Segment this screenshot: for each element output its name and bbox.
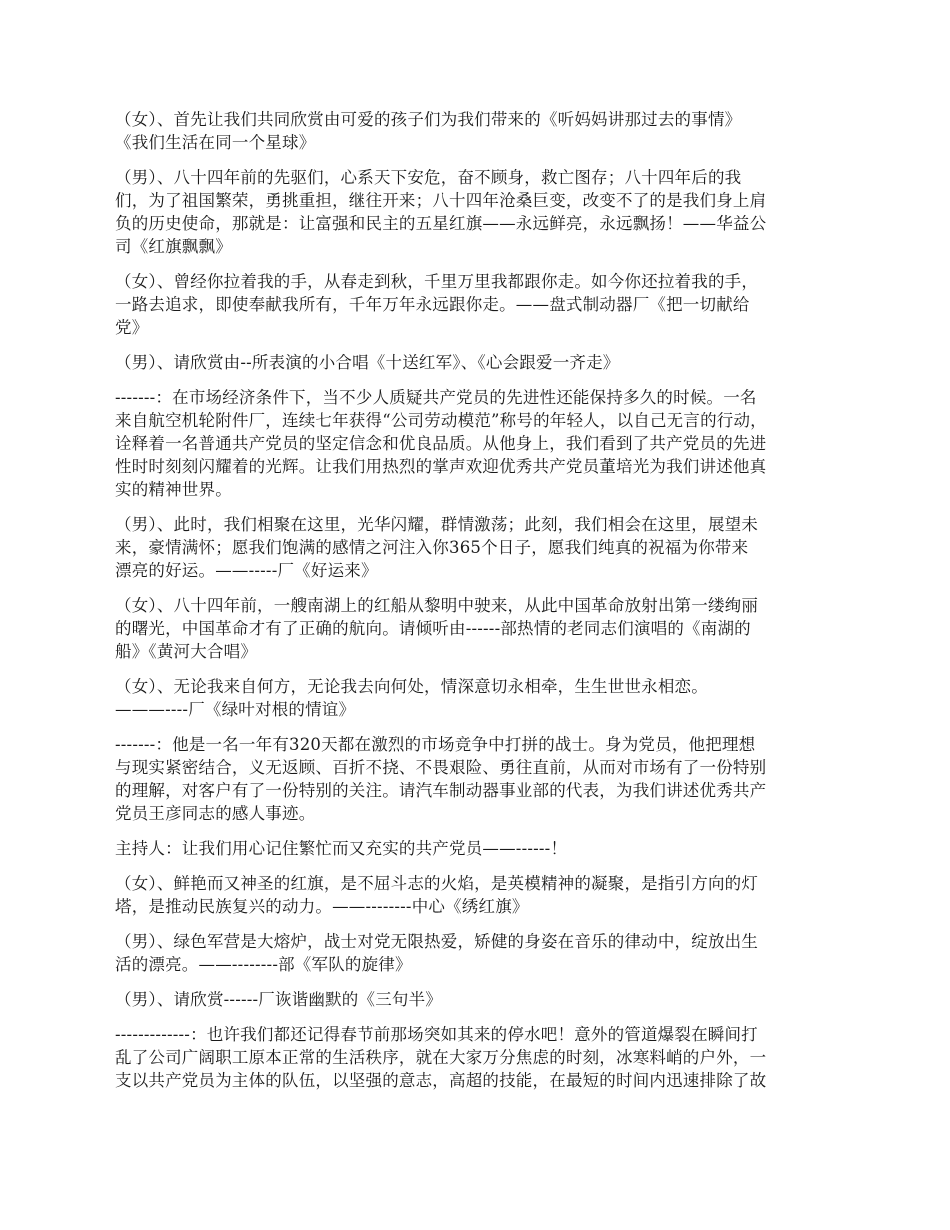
text-line: 乱了公司广阔职工原本正常的生活秩序，就在大家万分焦虑的时刻，冰寒料峭的户外，一 — [115, 1048, 767, 1067]
text-line: 主持人：让我们用心记住繁忙而又充实的共产党员——------！ — [115, 839, 568, 858]
document-body — [115, 108, 845, 1104]
paragraph — [115, 988, 845, 1011]
paragraph — [115, 270, 845, 339]
paragraph — [115, 1023, 845, 1092]
text-line: 与现实紧密结合，义无返顾、百折不挠、不畏艰险、勇往直前，从而对市场有了一份特别 — [115, 758, 767, 777]
text-line: 党员王彦同志的感人事迹。 — [115, 804, 316, 823]
paragraph — [115, 675, 845, 721]
text-line: -------------：也许我们都还记得春节前那场突如其来的停水吧！意外的管道爆裂在瞬间打 — [115, 1025, 758, 1044]
text-line: 的曙光，中国革命才有了正确的航向。请倾听由------部热情的老同志们演唱的《南湖的 — [115, 619, 751, 638]
paragraph — [115, 930, 845, 976]
paragraph — [115, 108, 845, 154]
text-line: ———----厂《绿叶对根的情谊》 — [115, 700, 356, 719]
text-line: 来，豪情满怀；愿我们饱满的感情之河注入你365个日子，愿我们纯真的祝福为你带来 — [115, 538, 749, 557]
paragraph — [115, 872, 845, 918]
paragraph — [115, 513, 845, 582]
text-line: 来自航空机轮附件厂，连续七年获得“公司劳动模范”称号的年轻人，以自己无言的行动， — [115, 411, 767, 430]
text-line: -------：他是一名一年有320天都在激烈的市场竞争中打拼的战士。身为党员，他把理想 — [115, 735, 756, 754]
text-line: 性时时刻刻闪耀着的光辉。让我们用热烈的掌声欢迎优秀共产党员董培光为我们讲述他真 — [115, 457, 767, 476]
text-line: （女）、八十四年前，一艘南湖上的红船从黎明中驶来，从此中国革命放射出第一缕绚丽 — [115, 596, 759, 615]
text-line: （男）、绿色军营是大熔炉，战士对党无限热爱，矫健的身姿在音乐的律动中，绽放出生 — [115, 932, 759, 951]
text-line: 实的精神世界。 — [115, 480, 232, 499]
paragraph — [115, 837, 845, 860]
paragraph — [115, 351, 845, 374]
paragraph — [115, 386, 845, 501]
text-line: 漂亮的好运。——-----厂《好运来》 — [115, 561, 378, 580]
paragraph — [115, 594, 845, 663]
text-line: 活的漂亮。——--------部《军队的旋律》 — [115, 955, 412, 974]
text-line: （男）、请欣赏------厂诙谐幽默的《三句半》 — [115, 990, 443, 1009]
text-line: （女）、首先让我们共同欣赏由可爱的孩子们为我们带来的《听妈妈讲那过去的事情》 — [115, 110, 742, 129]
text-line: 一路去追求，即使奉献我所有，千年万年永远跟你走。——盘式制动器厂《把一切献给 — [115, 295, 750, 314]
text-line: （男）、此时，我们相聚在这里，光华闪耀，群情激荡；此刻，我们相会在这里，展望未 — [115, 515, 759, 534]
text-line: （男）、八十四年前的先驱们，心系天下安危，奋不顾身，救亡图存；八十四年后的我 — [115, 168, 742, 187]
text-line: 船》《黄河大合唱》 — [115, 642, 258, 661]
text-line: 诠释着一名普通共产党员的坚定信念和优良品质。从他身上，我们看到了共产党员的先进 — [115, 434, 767, 453]
paragraph — [115, 733, 845, 825]
text-line: 《我们生活在同一个星球》 — [115, 133, 316, 152]
paragraph — [115, 166, 845, 258]
text-line: 们，为了祖国繁荣，勇挑重担，继往开来；八十四年沧桑巨变，改变不了的是我们身上肩 — [115, 191, 767, 210]
text-line: （女）、曾经你拉着我的手，从春走到秋，千里万里我都跟你走。如今你还拉着我的手， — [115, 272, 759, 291]
text-line: （女）、无论我来自何方，无论我去向何处，情深意切永相牵，生生世世永相恋。 — [115, 677, 708, 696]
text-line: -------：在市场经济条件下，当不少人质疑共产党员的先进性还能保持多久的时候。一名 — [115, 388, 757, 407]
text-line: 党》 — [115, 318, 149, 337]
text-line: （女）、鲜艳而又神圣的红旗，是不屈斗志的火焰，是英模精神的凝聚，是指引方向的灯 — [115, 874, 759, 893]
text-line: 支以共产党员为主体的队伍，以坚强的意志，高超的技能，在最短的时间内迅速排除了故 — [115, 1071, 767, 1090]
text-line: 司《红旗飘飘》 — [115, 237, 232, 256]
text-line: 负的历史使命，那就是：让富强和民主的五星红旗——永远鲜亮，永远飘扬！——华益公 — [115, 214, 767, 233]
text-line: 塔，是推动民族复兴的动力。——--------中心《绣红旗》 — [115, 897, 529, 916]
text-line: 的理解，对客户有了一份特别的关注。请汽车制动器事业部的代表，为我们讲述优秀共产 — [115, 781, 767, 800]
text-line: （男）、请欣赏由--所表演的小合唱《十送红军》、《心会跟爱一齐走》 — [115, 353, 620, 372]
